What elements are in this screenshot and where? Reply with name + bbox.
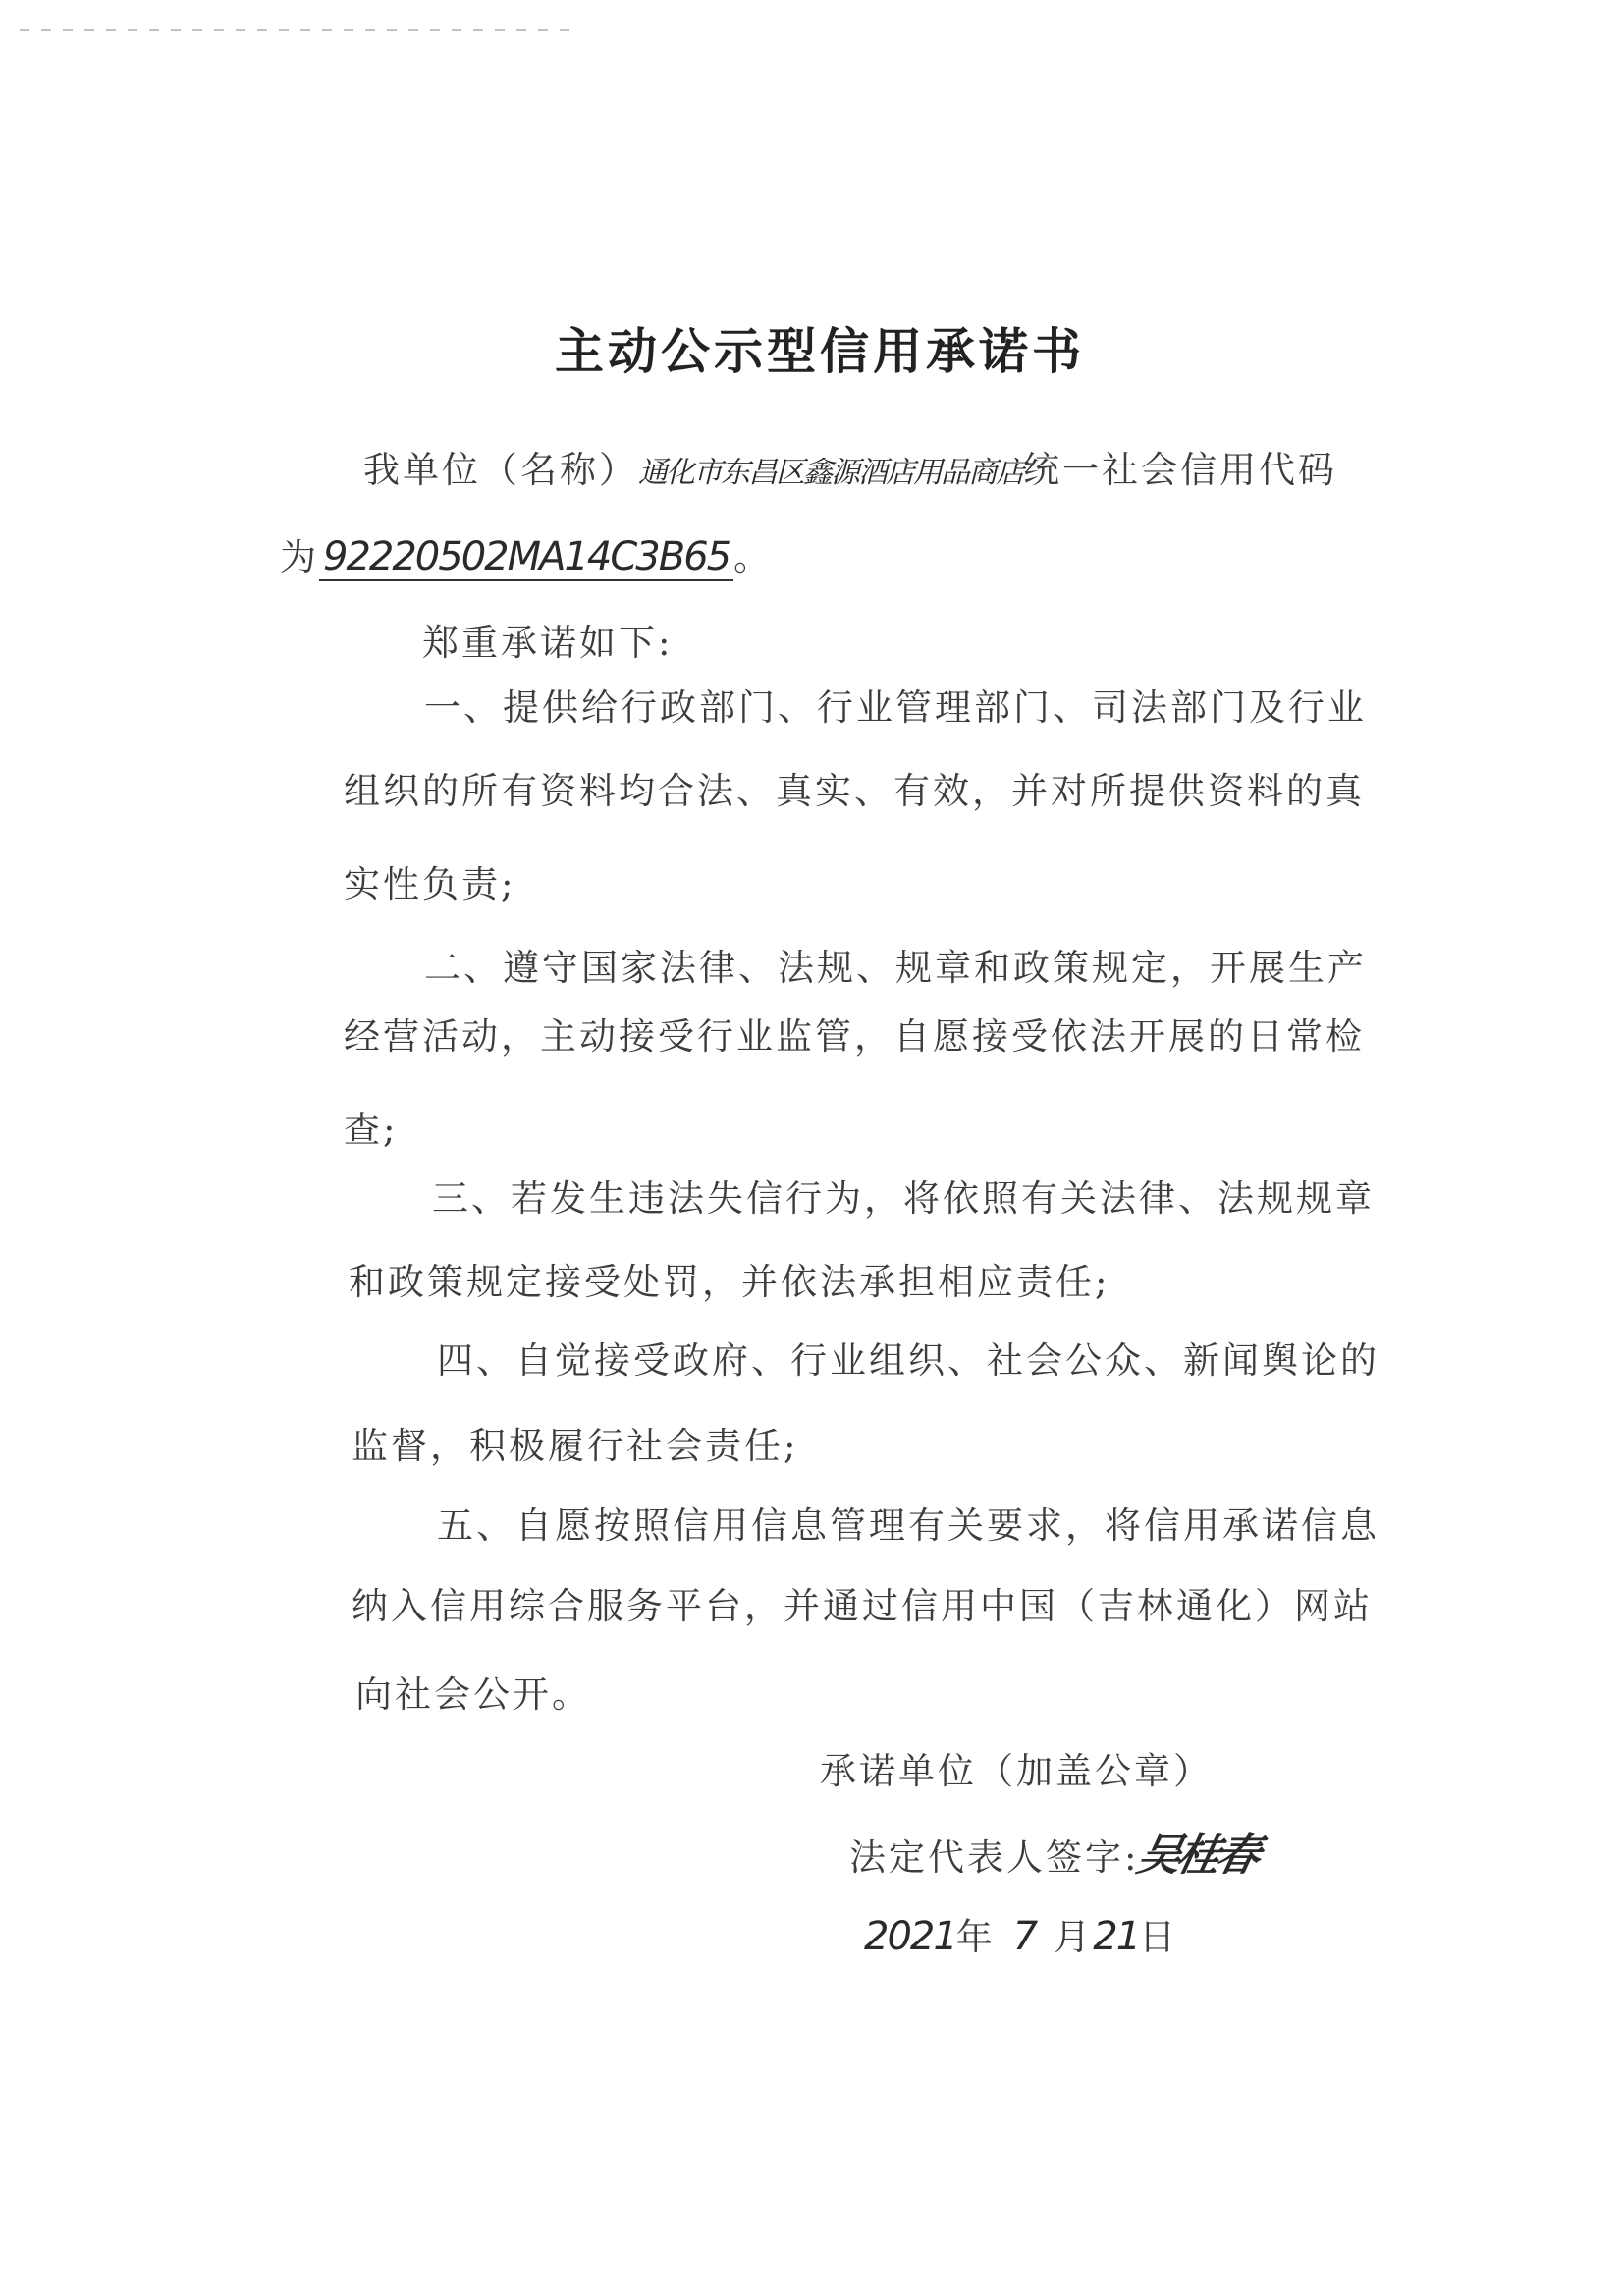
paragraph-line: 监督，积极履行社会责任; [352,1425,799,1467]
paragraph-line: 四、自觉接受政府、行业组织、社会公众、新闻舆论的 [437,1339,1380,1382]
paragraph-line: 和政策规定接受处罚，并依法承担相应责任; [349,1261,1110,1303]
footer-unit-label: 承诺单位（加盖公章） [820,1750,1213,1792]
paragraph-line: 查; [344,1109,399,1151]
scan-edge-mark [20,29,569,31]
code-suffix: 。 [733,536,774,578]
date-year-label: 年 [955,1916,996,1958]
footer-rep-line [849,1820,1262,1883]
paragraph-line: 二、遵守国家法律、法规、规章和政策规定，开展生产 [424,947,1367,989]
credit-code-handwritten: 92220502MA14C3B65 [319,534,733,581]
credit-code-line [280,527,773,581]
paragraph-line: 纳入信用综合服务平台，并通过信用中国（吉林通化）网站 [352,1585,1373,1627]
representative-signature: 吴桂春 [1133,1831,1262,1881]
date-day: 21 [1093,1914,1140,1959]
paragraph-line: 向社会公开。 [355,1673,591,1716]
paragraph-line: 一、提供给行政部门、行业管理部门、司法部门及行业 [424,686,1367,729]
paragraph-line: 实性负责; [344,863,516,905]
paragraph-line: 经营活动，主动接受行业监管，自愿接受依法开展的日常检 [344,1015,1365,1058]
paragraph-line: 组织的所有资料均合法、真实、有效，并对所提供资料的真 [344,770,1365,812]
date-day-label: 日 [1139,1916,1179,1958]
document-title: 主动公示型信用承诺书 [555,322,1085,380]
unit-name-handwritten: 通化市东昌区鑫源酒店用品商店 [638,456,1023,490]
promise-lead: 郑重承诺如下: [422,622,674,664]
paragraph-line: 三、若发生违法失信行为，将依照有关法律、法规规章 [432,1177,1375,1220]
rep-label: 法定代表人签字: [849,1836,1140,1879]
date-year: 2021 [864,1914,956,1959]
date-month: 7 [1012,1914,1037,1959]
footer-date-line [864,1907,1178,1960]
intro-mid: 统一社会信用代码 [1023,449,1337,491]
paragraph-line: 五、自愿按照信用信息管理有关要求，将信用承诺信息 [437,1504,1380,1547]
intro-prefix: 我单位（名称） [363,449,638,491]
date-month-label: 月 [1054,1916,1094,1958]
intro-line [363,440,1337,493]
code-prefix: 为 [280,536,319,578]
